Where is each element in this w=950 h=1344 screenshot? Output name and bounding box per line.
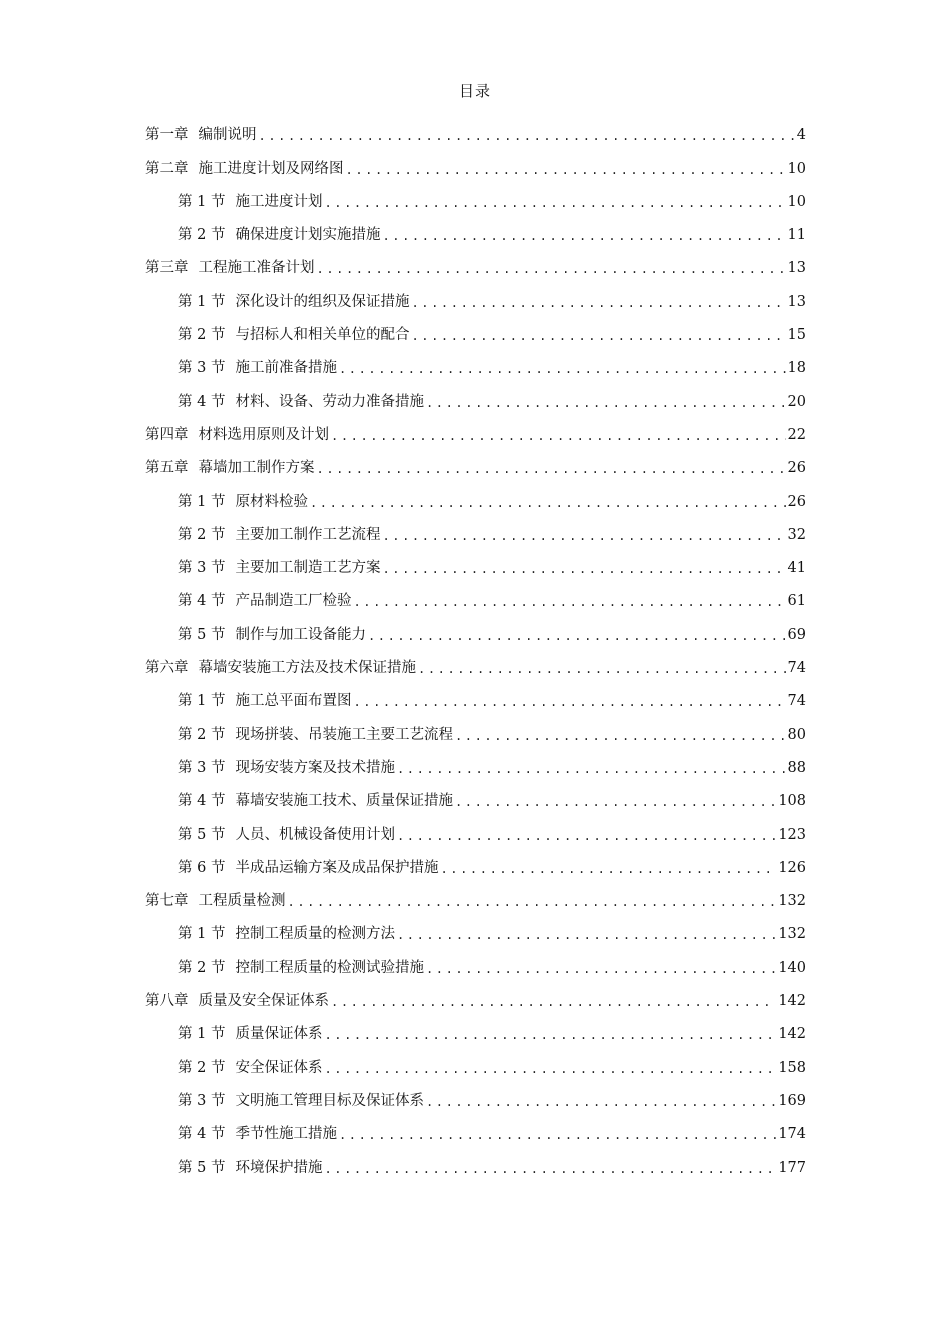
toc-entry-number: 第 5 节 xyxy=(178,1159,226,1176)
toc-dot-leader xyxy=(397,826,776,846)
toc-entry-label xyxy=(178,857,438,879)
toc-entry-label xyxy=(178,391,424,413)
toc-entry-number: 第 4 节 xyxy=(178,593,226,610)
toc-entry-title: 材料选用原则及计划 xyxy=(198,426,329,443)
toc-entry-label xyxy=(178,824,395,846)
toc-entry-page-number: 13 xyxy=(787,293,806,310)
toc-dot-leader xyxy=(339,359,786,379)
toc-entry-title: 控制工程质量的检测试验措施 xyxy=(235,959,424,976)
toc-entry-label xyxy=(178,191,322,213)
toc-entry-number: 第 6 节 xyxy=(178,859,226,876)
toc-entry-title: 深化设计的组织及保证措施 xyxy=(235,293,410,310)
toc-section-row[interactable] xyxy=(145,812,806,845)
toc-entry-label xyxy=(178,923,395,945)
toc-entry-page-number: 108 xyxy=(778,793,806,810)
toc-entry-label xyxy=(178,1157,322,1179)
toc-entry-number: 第三章 xyxy=(145,260,189,277)
toc-entry-label xyxy=(145,990,329,1012)
toc-entry-page-number: 126 xyxy=(778,859,806,876)
toc-entry-label xyxy=(178,291,409,313)
toc-section-row[interactable] xyxy=(145,679,806,712)
toc-entry-label xyxy=(145,424,329,446)
toc-chapter-row[interactable] xyxy=(145,879,806,912)
toc-entry-page-number: 41 xyxy=(787,560,806,577)
toc-entry-page-number: 132 xyxy=(778,926,806,943)
toc-entry-label xyxy=(178,1057,322,1079)
toc-entry-title: 幕墙加工制作方案 xyxy=(198,460,315,477)
toc-entry-title: 施工前准备措施 xyxy=(235,360,337,377)
toc-dot-leader xyxy=(382,526,785,546)
toc-entry-number: 第五章 xyxy=(145,460,189,477)
toc-entry-number: 第 1 节 xyxy=(178,293,226,310)
toc-dot-leader xyxy=(426,1092,776,1112)
toc-entry-page-number: 18 xyxy=(787,360,806,377)
toc-entry-title: 施工进度计划及网络图 xyxy=(198,160,344,177)
toc-entry-title: 制作与加工设备能力 xyxy=(235,626,366,643)
toc-dot-leader xyxy=(411,293,785,313)
toc-entry-title: 幕墙安装施工方法及技术保证措施 xyxy=(198,660,416,677)
toc-entry-number: 第 1 节 xyxy=(178,493,226,510)
toc-entry-page-number: 26 xyxy=(787,460,806,477)
toc-entry-title: 人员、机械设备使用计划 xyxy=(235,826,395,843)
toc-section-row[interactable] xyxy=(145,1012,806,1045)
toc-entry-number: 第 2 节 xyxy=(178,959,226,976)
toc-entry-label xyxy=(178,624,366,646)
toc-entry-label xyxy=(178,224,380,246)
toc-entry-number: 第 2 节 xyxy=(178,327,226,344)
toc-entry-label xyxy=(178,1023,322,1045)
toc-dot-leader xyxy=(346,160,786,180)
toc-entry-page-number: 88 xyxy=(787,759,806,776)
toc-entry-number: 第 3 节 xyxy=(178,560,226,577)
toc-dot-leader xyxy=(353,592,785,612)
toc-chapter-row[interactable] xyxy=(145,246,806,279)
toc-dot-leader xyxy=(397,759,786,779)
toc-entry-page-number: 142 xyxy=(778,1026,806,1043)
toc-dot-leader xyxy=(426,959,776,979)
toc-entry-page-number: 142 xyxy=(778,993,806,1010)
toc-entry-title: 产品制造工厂检验 xyxy=(235,593,352,610)
toc-entry-page-number: 20 xyxy=(787,393,806,410)
toc-entry-page-number: 140 xyxy=(778,959,806,976)
toc-entry-title: 控制工程质量的检测方法 xyxy=(235,926,395,943)
toc-entry-number: 第 1 节 xyxy=(178,693,226,710)
toc-entry-page-number: 13 xyxy=(787,260,806,277)
toc-entry-label xyxy=(178,724,453,746)
toc-entry-label xyxy=(178,957,424,979)
toc-entry-page-number: 177 xyxy=(778,1159,806,1176)
toc-dot-leader xyxy=(331,992,776,1012)
toc-section-row[interactable] xyxy=(145,1145,806,1178)
toc-entry-number: 第二章 xyxy=(145,160,189,177)
toc-section-row[interactable] xyxy=(145,213,806,246)
toc-entry-title: 主要加工制造工艺方案 xyxy=(235,560,381,577)
toc-entry-label xyxy=(178,790,453,812)
toc-entry-number: 第 2 节 xyxy=(178,227,226,244)
toc-dot-leader xyxy=(440,859,776,879)
toc-list xyxy=(145,113,806,1179)
toc-entry-label xyxy=(145,457,315,479)
toc-entry-number: 第 4 节 xyxy=(178,793,226,810)
toc-entry-number: 第 5 节 xyxy=(178,826,226,843)
toc-entry-title: 原材料检验 xyxy=(235,493,308,510)
toc-dot-leader xyxy=(324,1059,776,1079)
toc-entry-label xyxy=(178,1123,337,1145)
toc-dot-leader xyxy=(317,459,786,479)
toc-entry-label xyxy=(178,1090,424,1112)
toc-dot-leader xyxy=(331,426,786,446)
toc-entry-label xyxy=(178,557,380,579)
toc-entry-page-number: 69 xyxy=(787,626,806,643)
toc-dot-leader xyxy=(324,1159,776,1179)
toc-dot-leader xyxy=(353,692,785,712)
toc-entry-number: 第 3 节 xyxy=(178,1092,226,1109)
toc-entry-number: 第七章 xyxy=(145,893,189,910)
toc-entry-label xyxy=(178,590,351,612)
toc-title: 目录 xyxy=(458,82,491,100)
toc-section-row[interactable] xyxy=(145,379,806,412)
toc-entry-page-number: 169 xyxy=(778,1092,806,1109)
toc-entry-title: 季节性施工措施 xyxy=(235,1126,337,1143)
toc-entry-page-number: 22 xyxy=(787,426,806,443)
toc-section-row[interactable] xyxy=(145,945,806,978)
toc-entry-page-number: 132 xyxy=(778,893,806,910)
toc-entry-page-number: 26 xyxy=(787,493,806,510)
toc-entry-number: 第 2 节 xyxy=(178,726,226,743)
toc-section-row[interactable] xyxy=(145,313,806,346)
toc-entry-title: 材料、设备、劳动力准备措施 xyxy=(235,393,424,410)
toc-section-row[interactable] xyxy=(145,180,806,213)
toc-chapter-row[interactable] xyxy=(145,979,806,1012)
toc-entry-title: 环境保护措施 xyxy=(235,1159,323,1176)
toc-entry-number: 第 1 节 xyxy=(178,1026,226,1043)
toc-dot-leader xyxy=(418,659,786,679)
toc-dot-leader xyxy=(411,326,785,346)
toc-dot-leader xyxy=(426,393,786,413)
toc-dot-leader xyxy=(455,726,786,746)
toc-entry-number: 第 2 节 xyxy=(178,526,226,543)
toc-entry-title: 安全保证体系 xyxy=(235,1059,323,1076)
toc-section-row[interactable] xyxy=(145,712,806,745)
toc-entry-label xyxy=(178,757,395,779)
toc-dot-leader xyxy=(339,1125,776,1145)
toc-entry-label xyxy=(178,357,337,379)
toc-section-row[interactable] xyxy=(145,612,806,645)
toc-entry-title: 质量保证体系 xyxy=(235,1026,323,1043)
toc-section-row[interactable] xyxy=(145,1112,806,1145)
toc-entry-label xyxy=(145,158,344,180)
toc-dot-leader xyxy=(324,1025,776,1045)
toc-entry-number: 第 1 节 xyxy=(178,193,226,210)
toc-section-row[interactable] xyxy=(145,479,806,512)
toc-entry-title: 现场拼装、吊装施工主要工艺流程 xyxy=(235,726,453,743)
toc-dot-leader xyxy=(368,626,786,646)
toc-entry-number: 第 2 节 xyxy=(178,1059,226,1076)
toc-dot-leader xyxy=(397,925,776,945)
toc-entry-title: 编制说明 xyxy=(198,127,257,144)
toc-section-row[interactable] xyxy=(145,746,806,779)
toc-entry-page-number: 80 xyxy=(787,726,806,743)
toc-entry-number: 第六章 xyxy=(145,660,189,677)
toc-entry-label xyxy=(178,491,308,513)
toc-entry-page-number: 61 xyxy=(787,593,806,610)
toc-dot-leader xyxy=(288,892,777,912)
toc-section-row[interactable] xyxy=(145,579,806,612)
toc-entry-number: 第 1 节 xyxy=(178,926,226,943)
toc-entry-title: 质量及安全保证体系 xyxy=(198,993,329,1010)
toc-entry-title: 现场安装方案及技术措施 xyxy=(235,759,395,776)
toc-entry-page-number: 4 xyxy=(796,127,806,144)
toc-entry-page-number: 32 xyxy=(787,526,806,543)
toc-entry-page-number: 11 xyxy=(787,227,806,244)
toc-section-row[interactable] xyxy=(145,912,806,945)
toc-entry-number: 第四章 xyxy=(145,426,189,443)
toc-section-row[interactable] xyxy=(145,1045,806,1078)
toc-entry-title: 施工进度计划 xyxy=(235,193,323,210)
toc-entry-page-number: 10 xyxy=(787,193,806,210)
toc-entry-page-number: 74 xyxy=(787,660,806,677)
toc-section-row[interactable] xyxy=(145,846,806,879)
toc-entry-title: 工程施工准备计划 xyxy=(198,260,315,277)
toc-entry-title: 主要加工制作工艺流程 xyxy=(235,526,381,543)
toc-dot-leader xyxy=(382,559,785,579)
toc-dot-leader xyxy=(324,193,785,213)
toc-entry-label xyxy=(145,890,286,912)
toc-dot-leader xyxy=(455,792,776,812)
toc-dot-leader xyxy=(382,226,785,246)
toc-dot-leader xyxy=(310,493,786,513)
toc-entry-label xyxy=(145,124,257,146)
toc-entry-number: 第 3 节 xyxy=(178,360,226,377)
toc-entry-number: 第八章 xyxy=(145,993,189,1010)
toc-entry-page-number: 74 xyxy=(787,693,806,710)
toc-entry-number: 第 5 节 xyxy=(178,626,226,643)
toc-entry-page-number: 158 xyxy=(778,1059,806,1076)
toc-section-row[interactable] xyxy=(145,279,806,312)
toc-entry-label xyxy=(145,657,416,679)
toc-chapter-row[interactable] xyxy=(145,113,806,146)
toc-entry-label xyxy=(145,257,315,279)
toc-entry-title: 与招标人和相关单位的配合 xyxy=(235,327,410,344)
toc-entry-number: 第 4 节 xyxy=(178,1126,226,1143)
toc-entry-title: 文明施工管理目标及保证体系 xyxy=(235,1092,424,1109)
toc-entry-number: 第一章 xyxy=(145,127,189,144)
toc-entry-title: 施工总平面布置图 xyxy=(235,693,352,710)
toc-section-row[interactable] xyxy=(145,1079,806,1112)
toc-entry-label xyxy=(178,690,351,712)
toc-section-row[interactable] xyxy=(145,346,806,379)
toc-entry-label xyxy=(178,524,380,546)
toc-dot-leader xyxy=(259,126,795,146)
toc-entry-number: 第 4 节 xyxy=(178,393,226,410)
toc-chapter-row[interactable] xyxy=(145,413,806,446)
toc-section-row[interactable] xyxy=(145,513,806,546)
toc-chapter-row[interactable] xyxy=(145,446,806,479)
toc-entry-title: 确保进度计划实施措施 xyxy=(235,227,381,244)
toc-entry-page-number: 174 xyxy=(778,1126,806,1143)
toc-entry-label xyxy=(178,324,409,346)
toc-entry-page-number: 123 xyxy=(778,826,806,843)
toc-chapter-row[interactable] xyxy=(145,646,806,679)
toc-section-row[interactable] xyxy=(145,779,806,812)
toc-entry-title: 幕墙安装施工技术、质量保证措施 xyxy=(235,793,453,810)
toc-entry-title: 半成品运输方案及成品保护措施 xyxy=(235,859,439,876)
toc-entry-page-number: 15 xyxy=(787,327,806,344)
toc-entry-page-number: 10 xyxy=(787,160,806,177)
toc-chapter-row[interactable] xyxy=(145,146,806,179)
toc-dot-leader xyxy=(317,259,786,279)
toc-entry-title: 工程质量检测 xyxy=(198,893,286,910)
toc-entry-number: 第 3 节 xyxy=(178,759,226,776)
toc-section-row[interactable] xyxy=(145,546,806,579)
